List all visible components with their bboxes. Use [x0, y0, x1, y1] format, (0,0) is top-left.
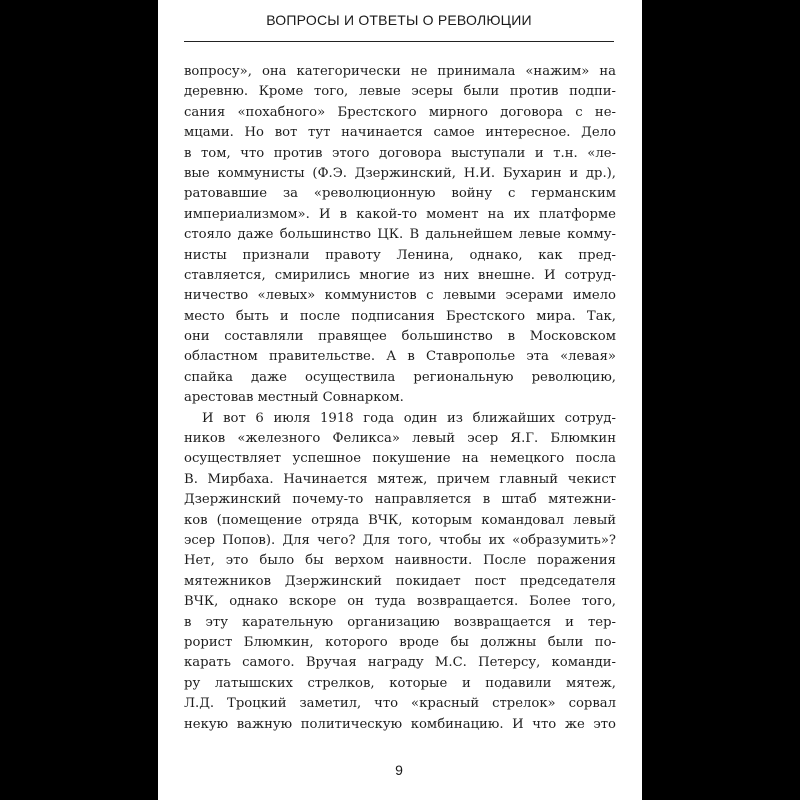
- text-line: ру латышских стрелков, которые и подавили мятеж,: [184, 675, 616, 691]
- text-line: деревню. Кроме того, левые эсеры были против подпи-: [184, 84, 616, 100]
- text-line: в эту карательную организацию возвращается и тер-: [184, 614, 616, 630]
- text-line: Л.Д. Троцкий заметил, что «красный стрелок» сорвал: [184, 696, 616, 712]
- text-line: сания «похабного» Брестского мирного договора с не-: [184, 104, 616, 120]
- header-divider: [184, 41, 614, 42]
- text-line: областном правительстве. А в Ставрополье эта «левая»: [184, 349, 616, 365]
- text-line: вопросу», она категорически не принимала «нажим» на: [184, 64, 616, 79]
- page-number: 9: [395, 762, 403, 778]
- text-line: осуществляет успешное покушение на немецкого посла: [184, 451, 616, 467]
- right-black-border: [642, 0, 800, 800]
- text-line: эсер Попов). Для чего? Для того, чтобы их «образумить»?: [184, 532, 616, 548]
- text-line: некую важную политическую комбинацию. И что же это: [184, 716, 616, 732]
- running-head: ВОПРОСЫ И ОТВЕТЫ О РЕВОЛЮЦИИ: [266, 12, 532, 28]
- text-line: в том, что против этого договора выступали и т.н. «ле-: [184, 145, 616, 161]
- text-line: ставляется, смирились многие из них внешне. И сотруд-: [184, 267, 616, 283]
- text-line: ВЧК, однако вскоре он туда возвращается. Более того,: [184, 594, 616, 610]
- text-line: Дзержинский почему-то направляется в штаб мятежни-: [184, 492, 616, 508]
- text-line: рорист Блюмкин, которого вроде бы должны были по-: [184, 634, 616, 650]
- text-line: ников «железного Феликса» левый эсер Я.Г. Блюмкин: [184, 431, 616, 447]
- text-line: Нет, это было бы верхом наивности. После поражения: [184, 553, 616, 569]
- text-line: ничество «левых» коммунистов с левыми эсерами имело: [184, 288, 616, 304]
- text-line: ратовавшие за «революционную войну с германским: [184, 186, 616, 202]
- text-line: нисты признали правоту Ленина, однако, как пред-: [184, 247, 616, 263]
- text-line: империализмом». И в какой-то момент на их платформе: [184, 206, 616, 222]
- text-line: место быть и после подписания Брестского мира. Так,: [184, 308, 616, 324]
- text-line: В. Мирбаха. Начинается мятеж, причем главный чекист: [184, 471, 616, 487]
- text-line: И вот 6 июля 1918 года один из ближайших сотруд-: [202, 410, 616, 426]
- text-line: мцами. Но вот тут начинается самое интересное. Дело: [184, 125, 616, 141]
- text-line: карать самого. Вручая награду М.С. Петерсу, команди-: [184, 655, 616, 671]
- text-line: мятежников Дзержинский покидает пост председателя: [184, 573, 616, 589]
- text-line: стояло даже большинство ЦК. В дальнейшем левые комму-: [184, 227, 616, 243]
- book-page: [158, 0, 642, 800]
- text-line: спайка даже осуществила региональную революцию,: [184, 369, 616, 385]
- body-text: [184, 62, 616, 735]
- left-black-border: [0, 0, 158, 800]
- text-line: они составляли правящее большинство в Московском: [184, 329, 616, 345]
- text-line: арестовав местный Совнарком.: [184, 390, 404, 406]
- text-line: вые коммунисты (Ф.Э. Дзержинский, Н.И. Бухарин и др.),: [184, 165, 616, 181]
- text-line: ков (помещение отряда ВЧК, которым командовал левый: [184, 512, 616, 528]
